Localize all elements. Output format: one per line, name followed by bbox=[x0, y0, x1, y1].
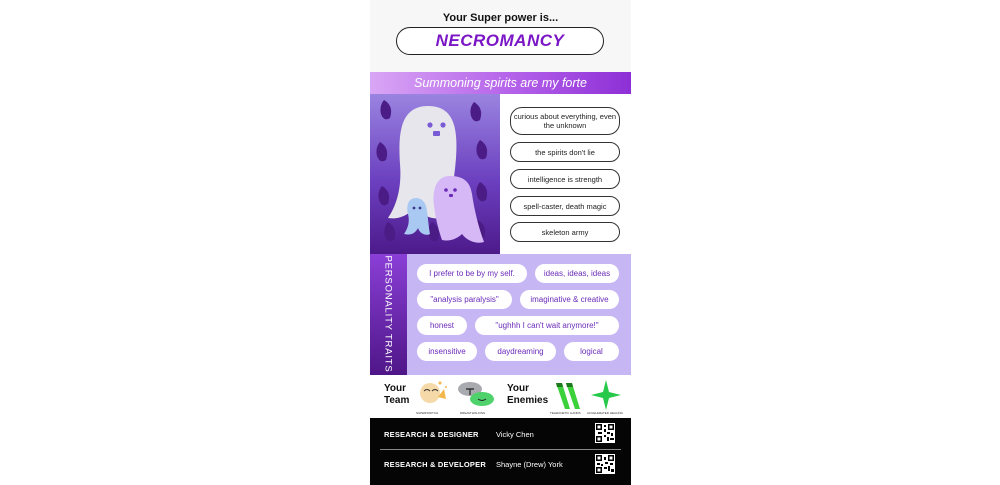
team-label-line1: Your bbox=[384, 383, 407, 394]
superpower-title: NECROMANCY bbox=[435, 31, 565, 50]
enemies-label bbox=[507, 383, 548, 406]
team-member-label: DREAM WALKING bbox=[460, 411, 486, 415]
superswitch-icon bbox=[416, 379, 452, 411]
tagline-banner bbox=[370, 72, 631, 94]
trait-pill: "ughhh I can't wait anymore!" bbox=[475, 316, 619, 335]
tagline-text: Summoning spirits are my forte bbox=[414, 76, 587, 90]
fact-pill: curious about everything, even the unknown bbox=[510, 107, 620, 135]
fact-pill: intelligence is strength bbox=[510, 169, 620, 189]
trait-pill: I prefer to be by my self. bbox=[417, 264, 527, 283]
team-member-label: SUPERSWITCH bbox=[416, 411, 439, 415]
enemies-label-line1: Your bbox=[507, 383, 530, 394]
qr-code-icon[interactable] bbox=[595, 454, 615, 474]
team-enemies-row bbox=[370, 375, 631, 418]
prompt-text: Your Super power is... bbox=[442, 12, 559, 24]
accelerated-healing-icon bbox=[590, 379, 622, 411]
trait-pill: honest bbox=[417, 316, 467, 335]
traits-panel bbox=[407, 254, 631, 375]
credit-role: RESEARCH & DESIGNER bbox=[384, 430, 479, 439]
trait-pill: ideas, ideas, ideas bbox=[535, 264, 619, 283]
traits-heading: PERSONALITY TRAITS bbox=[382, 255, 394, 373]
trait-pill: daydreaming bbox=[485, 342, 556, 361]
team-label-line2: Team bbox=[384, 394, 410, 406]
fact-pill: spell-caster, death magic bbox=[510, 196, 620, 216]
credit-name: Shayne (Drew) York bbox=[496, 460, 563, 469]
fact-pill: skeleton army bbox=[510, 222, 620, 242]
credits-footer bbox=[370, 418, 631, 485]
facts-list bbox=[500, 94, 631, 254]
credits-divider bbox=[380, 449, 621, 450]
fact-pill: the spirits don't lie bbox=[510, 142, 620, 162]
enemy-member-label: TELEKINETIC HANDS bbox=[550, 411, 581, 415]
ghost-illustration bbox=[370, 94, 500, 254]
card-header bbox=[370, 0, 631, 72]
enemies-label-line2: Enemies bbox=[507, 394, 549, 406]
superpower-pill bbox=[396, 27, 604, 55]
trait-pill: "analysis paralysis" bbox=[417, 290, 512, 309]
traits-sidebar bbox=[370, 254, 407, 375]
enemy-member-label: ACCELERATED HEALING bbox=[587, 411, 623, 415]
dream-walking-icon bbox=[456, 379, 496, 411]
ghosts-icon bbox=[370, 94, 500, 254]
credit-name: Vicky Chen bbox=[496, 430, 534, 439]
superpower-card bbox=[370, 0, 631, 485]
telekinetic-hands-icon bbox=[552, 381, 582, 411]
trait-pill: logical bbox=[564, 342, 619, 361]
qr-code-icon[interactable] bbox=[595, 423, 615, 443]
team-label bbox=[384, 383, 409, 406]
credit-role: RESEARCH & DEVELOPER bbox=[384, 460, 486, 469]
trait-pill: insensitive bbox=[417, 342, 477, 361]
trait-pill: imaginative & creative bbox=[520, 290, 619, 309]
